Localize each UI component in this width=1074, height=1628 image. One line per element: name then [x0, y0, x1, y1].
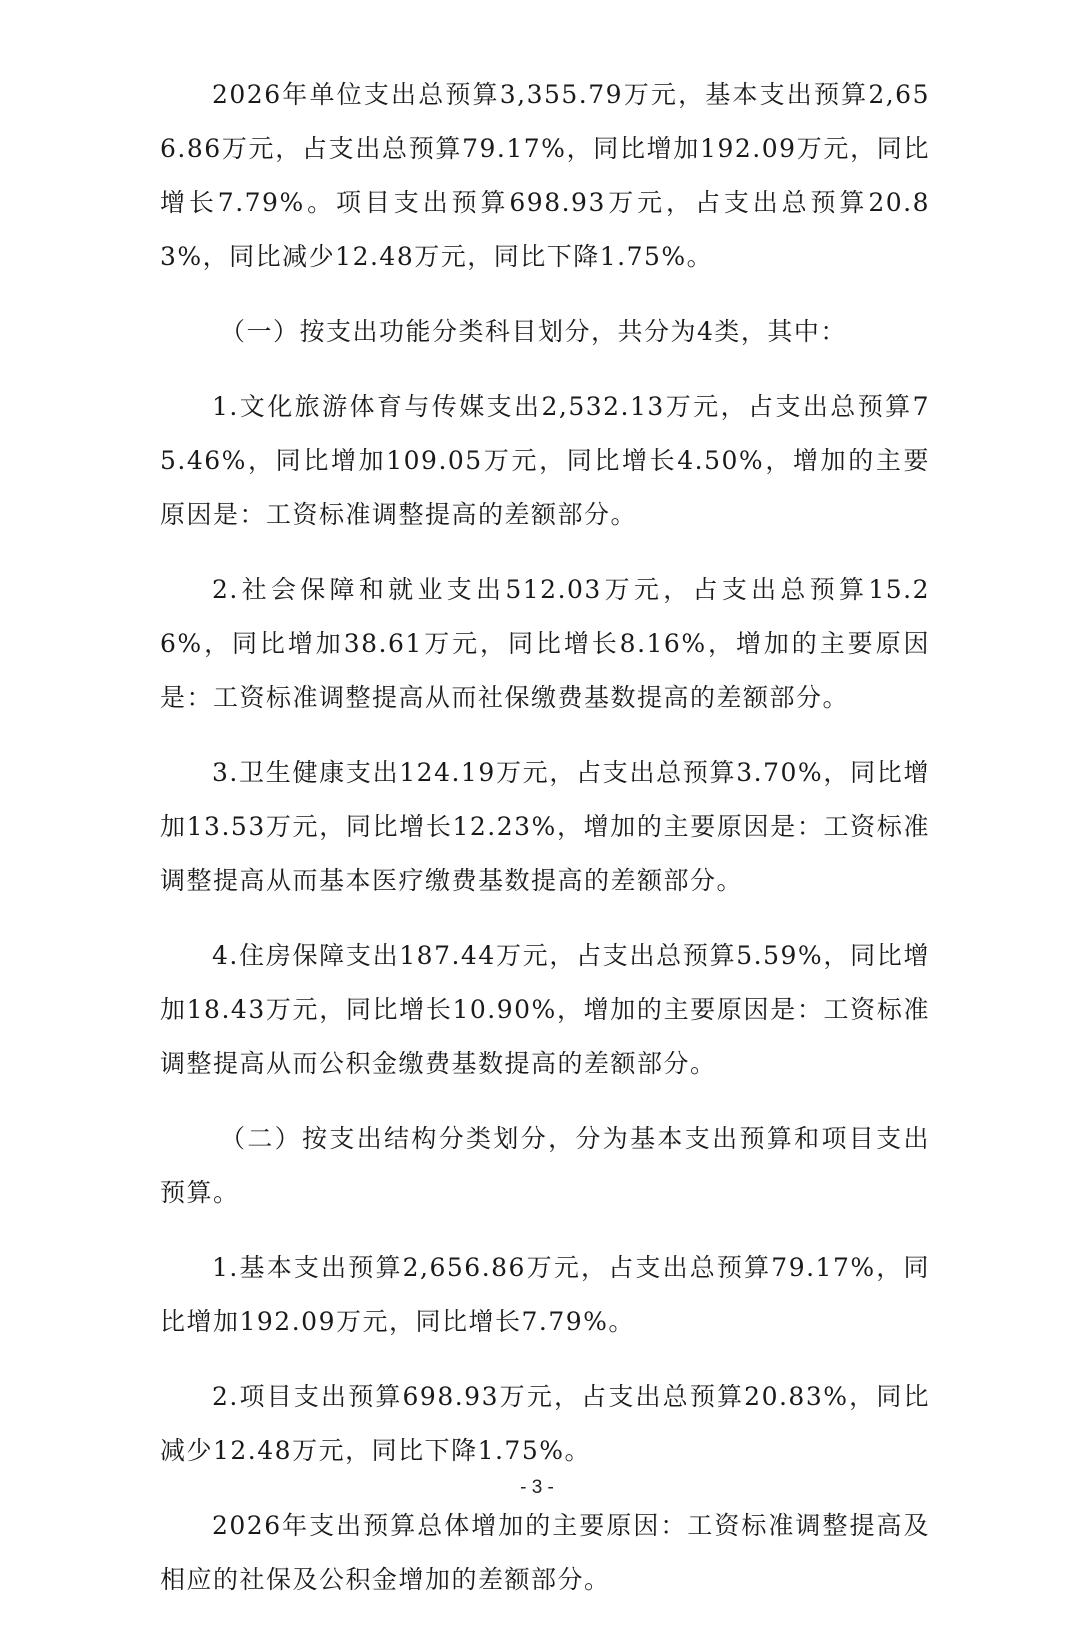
paragraph-culture-tourism: 1.文化旅游体育与传媒支出2,532.13万元，占支出总预算75.46%，同比增加109.05万元，同比增长4.50%，增加的主要原因是：工资标准调整提高的差额部分。 — [160, 392, 930, 529]
paragraph-housing: 4.住房保障支出187.44万元，占支出总预算5.59%，同比增加18.43万元，同比增长10.90%，增加的主要原因是：工资标准调整提高从而公积金缴费基数提高的差额部分。 — [160, 941, 930, 1078]
page-number: - 3 - — [520, 1477, 554, 1498]
paragraph-social-security: 2.社会保障和就业支出512.03万元，占支出总预算15.26%，同比增加38.61万元，同比增长8.16%，增加的主要原因是：工资标准调整提高从而社保缴费基数提高的差额部分。 — [160, 575, 930, 712]
document-page — [160, 68, 930, 1628]
paragraph-project-expenditure: 2.项目支出预算698.93万元，占支出总预算20.83%，同比减少12.48万元，同比下降1.75%。 — [160, 1382, 930, 1465]
paragraph-basic-expenditure: 1.基本支出预算2,656.86万元，占支出总预算79.17%，同比增加192.09万元，同比增长7.79%。 — [160, 1253, 930, 1336]
paragraph-summary: 2026年单位支出总预算3,355.79万元，基本支出预算2,656.86万元，占支出总预算79.17%，同比增加192.09万元，同比增长7.79%。项目支出预算698.93万元，占支出总预算20.83%，同比减少12.48万元，同比下降1.75%。 — [160, 80, 930, 271]
section-heading-functional: （一）按支出功能分类科目划分，共分为4类，其中： — [220, 317, 847, 346]
paragraph-overall-reason: 2026年支出预算总体增加的主要原因：工资标准调整提高及相应的社保及公积金增加的差额部分。 — [160, 1511, 930, 1594]
paragraph-health: 3.卫生健康支出124.19万元，占支出总预算3.70%，同比增加13.53万元，同比增长12.23%，增加的主要原因是：工资标准调整提高从而基本医疗缴费基数提高的差额部分。 — [160, 758, 930, 895]
section-heading-structure: （二）按支出结构分类划分，分为基本支出预算和项目支出预算。 — [160, 1124, 930, 1207]
